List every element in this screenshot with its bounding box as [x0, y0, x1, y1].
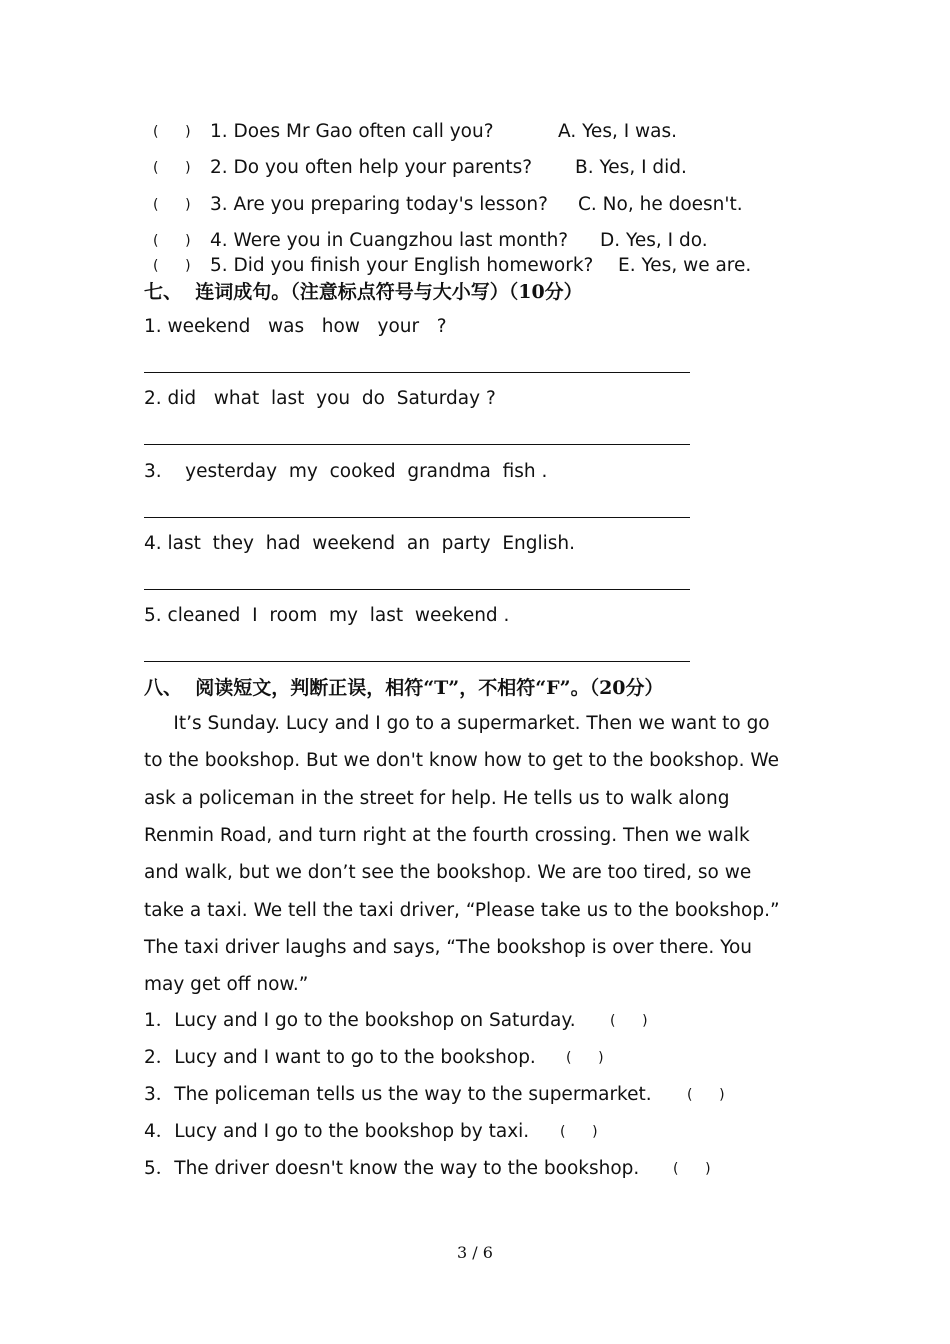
tf-question: 1．Lucy and I go to the bookshop on Saturday. — [144, 1010, 576, 1031]
tf-question: 4．Lucy and I go to the bookshop by taxi. — [144, 1121, 530, 1142]
tf-question: 5．The driver doesn't know the way to the bookshop. — [144, 1158, 640, 1179]
section-heading: 七、 连词成句。（注意标点符号与大小写）（10分） — [144, 281, 583, 303]
answer-line — [144, 661, 690, 662]
word-order-item: 4. last they had weekend an party English. — [144, 533, 576, 554]
match-answer: A. Yes, I was. — [558, 121, 678, 142]
match-answer: E. Yes, we are. — [618, 255, 752, 276]
answer-line — [144, 372, 690, 373]
tf-question: 2．Lucy and I want to go to the bookshop. — [144, 1047, 536, 1068]
word-order-item: 1. weekend was how your ? — [144, 316, 447, 337]
answer-paren: ( ) — [610, 1013, 648, 1029]
answer-paren: ( ) — [673, 1161, 711, 1177]
answer-paren: ( ) — [687, 1087, 725, 1103]
answer-paren: ( ) — [153, 233, 191, 249]
match-answer: B. Yes, I did. — [575, 157, 687, 178]
answer-paren: ( ) — [153, 258, 191, 274]
page-number: 3 / 6 — [457, 1243, 493, 1262]
section-heading: 八、 阅读短文，判断正误，相符“T”，不相符“F”。（20分） — [144, 677, 664, 699]
answer-line — [144, 589, 690, 590]
answer-paren: ( ) — [153, 160, 191, 176]
match-question: 3. Are you preparing today's lesson? — [210, 194, 548, 215]
passage-line: The taxi driver laughs and says, “The bookshop is over there. You — [144, 937, 753, 958]
answer-paren: ( ) — [560, 1124, 598, 1140]
passage-line: may get off now.” — [144, 974, 309, 995]
passage-line: to the bookshop. But we don't know how to get to the bookshop. We — [144, 750, 780, 771]
answer-line — [144, 517, 690, 518]
passage-line: ask a policeman in the street for help. He tells us to walk along — [144, 788, 730, 809]
answer-paren: ( ) — [153, 197, 191, 213]
match-answer: D. Yes, I do. — [600, 230, 708, 251]
passage-line: take a taxi. We tell the taxi driver, “Please take us to the bookshop.” — [144, 900, 780, 921]
match-question: 1. Does Mr Gao often call you? — [210, 121, 494, 142]
answer-paren: ( ) — [566, 1050, 604, 1066]
match-question: 5. Did you finish your English homework? — [210, 255, 594, 276]
word-order-item: 5. cleaned I room my last weekend . — [144, 605, 510, 626]
match-question: 4. Were you in Cuangzhou last month? — [210, 230, 569, 251]
passage-line: Renmin Road, and turn right at the fourth crossing. Then we walk — [144, 825, 750, 846]
answer-paren: ( ) — [153, 124, 191, 140]
passage-line: and walk, but we don’t see the bookshop. We are too tired, so we — [144, 862, 752, 883]
match-answer: C. No, he doesn't. — [578, 194, 743, 215]
word-order-item: 2. did what last you do Saturday ? — [144, 388, 496, 409]
word-order-item: 3. yesterday my cooked grandma fish . — [144, 461, 548, 482]
answer-line — [144, 444, 690, 445]
match-question: 2. Do you often help your parents? — [210, 157, 533, 178]
passage-line: It’s Sunday. Lucy and I go to a supermarket. Then we want to go — [144, 713, 770, 734]
tf-question: 3．The policeman tells us the way to the supermarket. — [144, 1084, 652, 1105]
